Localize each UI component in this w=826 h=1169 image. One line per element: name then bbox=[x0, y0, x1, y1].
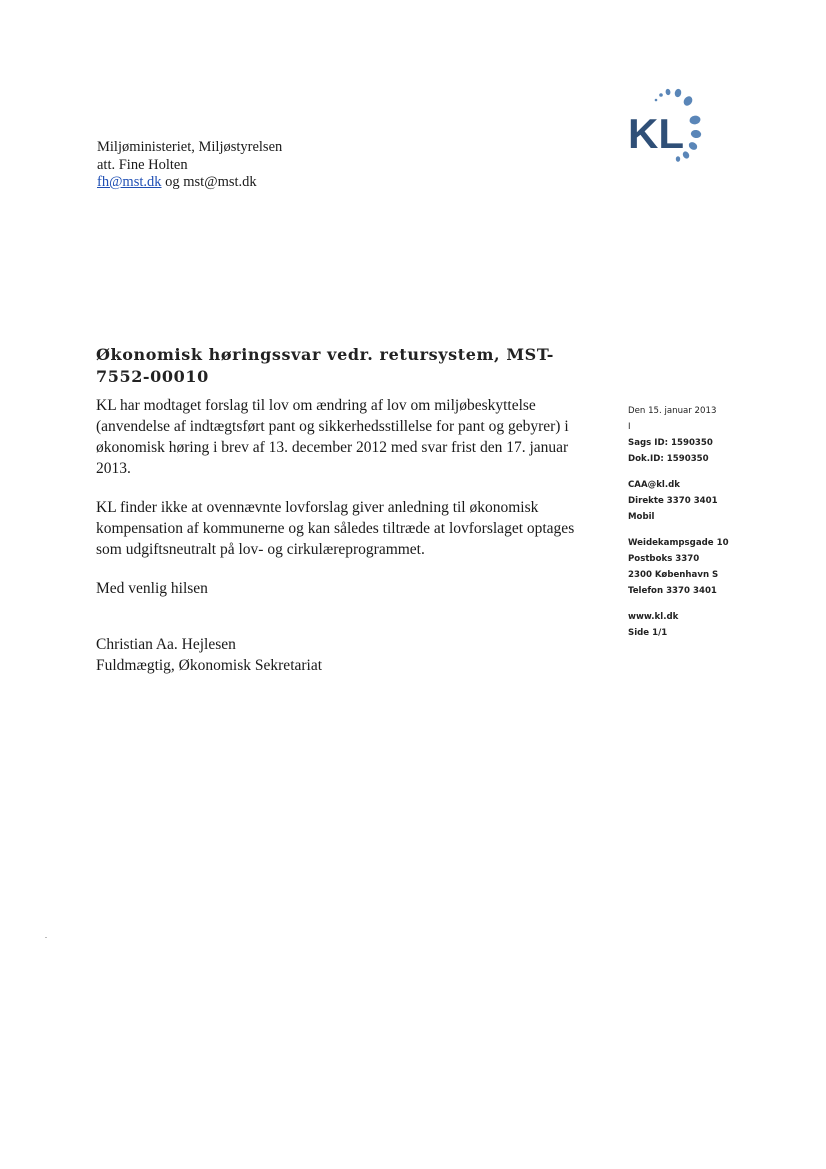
kl-logo-icon bbox=[626, 86, 726, 166]
logo-text: KL bbox=[628, 110, 684, 157]
sidebar-mobil: Mobil bbox=[628, 512, 655, 522]
signature-title: Fuldmægtig, Økonomisk Sekretariat bbox=[96, 657, 323, 674]
sidebar-marker: I bbox=[628, 422, 631, 432]
letter-sidebar bbox=[628, 403, 748, 641]
kl-logo bbox=[626, 86, 726, 166]
recipient-email-link[interactable]: fh@mst.dk bbox=[97, 174, 162, 190]
signature-name: Christian Aa. Hejlesen bbox=[96, 636, 236, 653]
letter-subject: Økonomisk høringssvar vedr. retursystem, MST-7552-00010 bbox=[96, 345, 554, 386]
letter-body bbox=[96, 395, 596, 617]
sidebar-sags-id: Sags ID: 1590350 bbox=[628, 438, 713, 448]
scan-speck bbox=[45, 937, 47, 938]
sidebar-web: www.kl.dk bbox=[628, 612, 679, 622]
sidebar-date: Den 15. januar 2013 bbox=[628, 406, 717, 416]
sidebar-postboks: Postboks 3370 bbox=[628, 554, 700, 564]
sidebar-direkte: Direkte 3370 3401 bbox=[628, 496, 718, 506]
recipient-line-2: att. Fine Holten bbox=[97, 156, 188, 173]
sidebar-dok-id: Dok.ID: 1590350 bbox=[628, 454, 709, 464]
body-paragraph-1: KL har modtaget forslag til lov om ændring af lov om miljøbeskyttelse (anvendelse af indtægtsført pant og sikkerhedsstillelse for pant og gebyrer) i økonomisk høring i brev af 13. december 2012 med svar frist den 17. januar 2013. bbox=[96, 397, 569, 477]
recipient-line-1: Miljøministeriet, Miljøstyrelsen bbox=[97, 139, 283, 155]
recipient-email-2: mst@mst.dk bbox=[183, 174, 257, 190]
closing-greeting: Med venlig hilsen bbox=[96, 580, 208, 597]
recipient-email-connector: og bbox=[165, 174, 180, 190]
sidebar-email: CAA@kl.dk bbox=[628, 480, 680, 490]
recipient-block bbox=[97, 139, 282, 192]
sidebar-street: Weidekampsgade 10 bbox=[628, 538, 729, 548]
sidebar-city: 2300 København S bbox=[628, 570, 719, 580]
signature-block bbox=[96, 634, 322, 676]
body-paragraph-2: KL finder ikke at ovennævnte lovforslag giver anledning til økonomisk kompensation af kommunerne og kan således tiltræde at lovforslaget optages som udgiftsneutralt på lov- og cirkulæreprogrammet. bbox=[96, 499, 575, 558]
sidebar-page: Side 1/1 bbox=[628, 628, 668, 638]
sidebar-telefon: Telefon 3370 3401 bbox=[628, 586, 717, 596]
recipient-emails bbox=[97, 174, 282, 192]
